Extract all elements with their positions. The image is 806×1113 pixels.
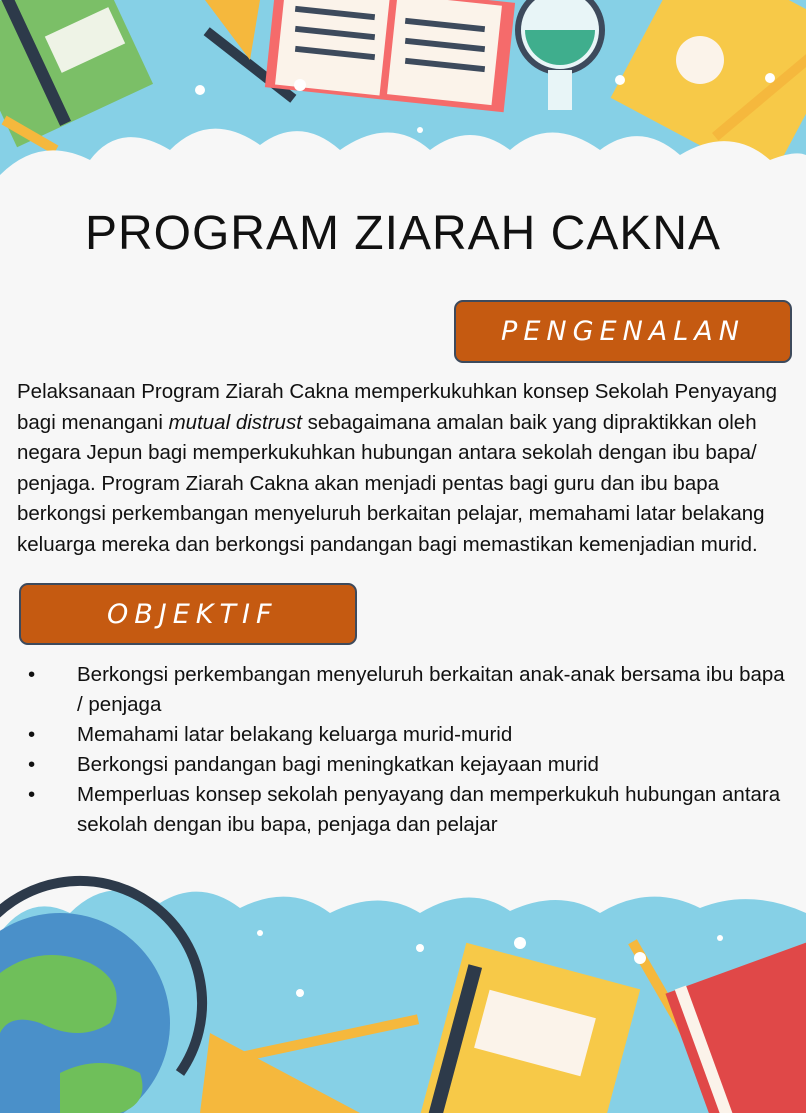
pengenalan-text-after: sebagaimana amalan baik yang dipraktikkan oleh negara Jepun bagi memperkukuhkan hubungan antara sekolah dengan ibu bapa/ penjaga. Program Ziarah Cakna akan menjadi pentas bagi guru dan ibu bapa berkongsi perkembangan menyeluruh berkaitan pelajar, memahami latar belakang keluarga mereka dan berkongsi pandangan bagi memastikan kemenjadian murid. (17, 410, 765, 556)
bullet-icon: • (28, 663, 36, 686)
list-item-text: Berkongsi pandangan bagi meningkatkan kejayaan murid (77, 753, 599, 776)
pengenalan-text-before: Pelaksanaan Program Ziarah Cakna memperkukuhkan konsep Sekolah Penyayang bagi menangani (17, 380, 778, 434)
list-item-text: Memahami latar belakang keluarga murid-murid (77, 723, 513, 746)
list-item (0, 780, 806, 840)
pengenalan-text-italic: mutual distrust (168, 410, 302, 434)
page-title: PROGRAM ZIARAH CAKNA (84, 207, 722, 260)
bullet-icon: • (28, 783, 36, 806)
bullet-icon: • (28, 723, 36, 746)
objektif-label: OBJEKTIF (19, 583, 357, 645)
pengenalan-paragraph (17, 377, 792, 560)
objektif-list (0, 660, 806, 840)
bottom-decoration (0, 873, 806, 1113)
list-item (0, 750, 806, 780)
list-item-text: Berkongsi perkembangan menyeluruh berkaitan anak-anak bersama ibu bapa / penjaga (77, 663, 785, 716)
pengenalan-label: PENGENALAN (454, 300, 792, 363)
list-item (0, 720, 806, 750)
bullet-icon: • (28, 753, 36, 776)
list-item (0, 660, 806, 720)
list-item-text: Memperluas konsep sekolah penyayang dan memperkukuh hubungan antara sekolah dengan ibu bapa, penjaga dan pelajar (77, 783, 781, 836)
